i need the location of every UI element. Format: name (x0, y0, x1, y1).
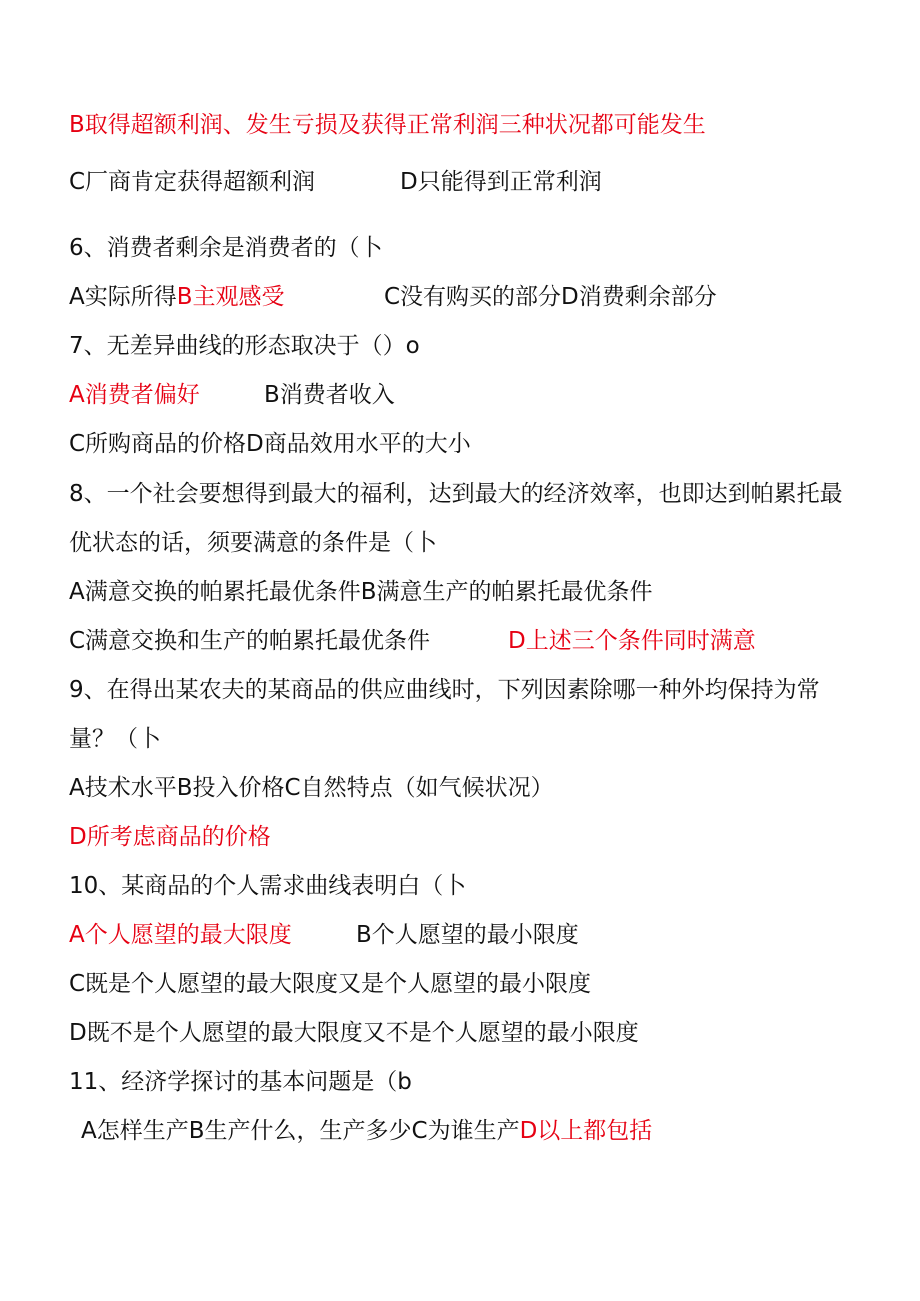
q7-option-a: A消费者偏好 (69, 382, 200, 408)
q11-options-line (81, 1116, 652, 1146)
q8-option-d-line (508, 626, 756, 656)
q6-options-cd-line (384, 282, 717, 312)
q10-option-d-line (69, 1018, 639, 1048)
q11-text: 11、经济学探讨的基本问题是（b (69, 1069, 412, 1095)
q9-options-abc: A技术水平B投入价格C自然特点（如气候状况） (69, 775, 554, 801)
q11-stem (69, 1067, 412, 1097)
q7-option-b: B消费者收入 (264, 382, 395, 408)
q10-option-b: B个人愿望的最小限度 (356, 922, 579, 948)
q7-option-a-line (69, 380, 200, 410)
q8-option-c-line (69, 626, 430, 656)
q8-option-c: C满意交换和生产的帕累托最优条件 (69, 628, 431, 654)
q6-stem (69, 233, 383, 263)
q8-text-2: 优状态的话，须要满意的条件是（卜 (69, 530, 437, 556)
q10-option-c: C既是个人愿望的最大限度又是个人愿望的最小限度 (69, 971, 592, 997)
q7-stem (69, 331, 420, 361)
q9-stem-line-1 (69, 675, 820, 705)
q5-option-d-line (400, 167, 602, 197)
q9-text-2: 量？（卜 (69, 726, 161, 752)
q10-text: 10、某商品的个人需求曲线表明白（卜 (69, 873, 467, 899)
q10-option-d: D既不是个人愿望的最大限度又不是个人愿望的最小限度 (69, 1020, 639, 1046)
q11-option-d: D以上都包括 (519, 1118, 653, 1144)
q8-options-ab: A满意交换的帕累托最优条件B满意生产的帕累托最优条件 (69, 579, 653, 605)
q8-stem-line-1 (69, 479, 843, 509)
q10-option-a-line (69, 920, 292, 950)
q8-options-ab-line (69, 577, 653, 607)
q10-option-c-line (69, 969, 591, 999)
q6-options-line (69, 282, 285, 312)
q5-option-b: B取得超额利润、发生亏损及获得正常利润三种状况都可能发生 (69, 112, 706, 138)
q9-option-d-line (69, 822, 271, 852)
q10-stem (69, 871, 466, 901)
q7-option-b-line (264, 380, 395, 410)
q6-options-cd: C没有购买的部分D消费剩余部分 (384, 284, 717, 310)
q11-options-abc: A怎样生产B生产什么，生产多少C为谁生产 (81, 1118, 520, 1144)
q10-option-b-line (356, 920, 579, 950)
q8-stem-line-2 (69, 528, 437, 558)
q7-text: 7、无差异曲线的形态取决于（）o (69, 333, 420, 359)
q9-options-abc-line (69, 773, 554, 803)
q5-option-d: D只能得到正常利润 (400, 169, 602, 195)
q10-option-a: A个人愿望的最大限度 (69, 922, 292, 948)
q6-text: 6、消费者剩余是消费者的（卜 (69, 235, 383, 261)
q5-option-c: C厂商肯定获得超额利润 (69, 169, 316, 195)
q6-option-a: A实际所得 (69, 284, 177, 310)
q6-option-b: B主观感受 (176, 284, 285, 310)
q5-options-cd-line (69, 167, 315, 197)
q9-stem-line-2 (69, 724, 161, 754)
q7-options-cd-line (69, 429, 471, 459)
q5-option-b-line (69, 110, 706, 140)
q9-text-1: 9、在得出某农夫的某商品的供应曲线时，下列因素除哪一种外均保持为常 (69, 677, 820, 703)
q8-text-1: 8、一个社会要想得到最大的福利，达到最大的经济效率，也即达到帕累托最 (69, 481, 843, 507)
q7-options-cd: C所购商品的价格D商品效用水平的大小 (69, 431, 471, 457)
q9-option-d: D所考虑商品的价格 (69, 824, 271, 850)
q8-option-d: D上述三个条件同时满意 (508, 628, 756, 654)
